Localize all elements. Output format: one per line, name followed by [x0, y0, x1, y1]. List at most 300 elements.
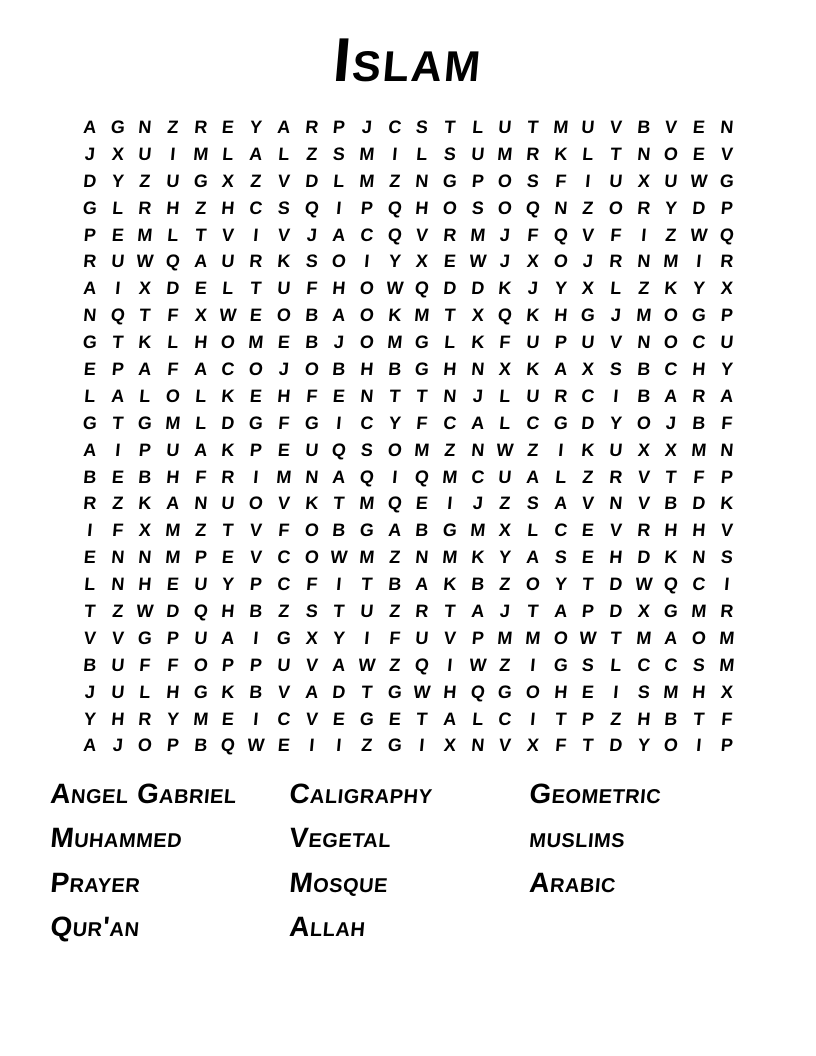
grid-letter: G	[386, 681, 403, 702]
grid-letter: Z	[609, 708, 623, 729]
grid-letter: V	[249, 547, 263, 568]
grid-letter: G	[663, 600, 680, 621]
grid-letter: Y	[82, 708, 97, 729]
grid-letter: H	[276, 385, 292, 406]
grid-letter: N	[110, 574, 125, 595]
word-list	[0, 779, 816, 979]
grid-letter: J	[305, 224, 318, 245]
grid-letter: Z	[581, 197, 595, 218]
grid-letter: Z	[249, 170, 263, 191]
grid-letter: P	[249, 654, 263, 675]
grid-letter: R	[193, 116, 209, 137]
grid-letter: I	[252, 224, 260, 245]
grid-letter: E	[581, 547, 596, 568]
grid-letter: Z	[388, 654, 401, 675]
grid-letter: M	[413, 439, 431, 460]
grid-letter: N	[608, 493, 624, 514]
grid-letter: D	[470, 278, 485, 299]
grid-letter: W	[357, 654, 377, 675]
grid-letter: E	[276, 439, 291, 460]
grid-letter: D	[442, 278, 458, 299]
grid-letter: T	[388, 385, 401, 406]
grid-letter: E	[249, 385, 263, 406]
grid-letter: K	[220, 681, 236, 702]
grid-letter: F	[720, 708, 734, 729]
grid-letter: M	[386, 332, 403, 353]
grid-letter: D	[220, 412, 236, 433]
grid-letter: S	[415, 116, 430, 137]
grid-letter: F	[277, 412, 291, 433]
grid-letter: L	[194, 385, 208, 406]
grid-letter: T	[443, 305, 457, 326]
grid-letter: U	[165, 170, 181, 191]
grid-letter: V	[249, 520, 263, 541]
grid-letter: L	[471, 116, 484, 137]
grid-letter: L	[194, 412, 208, 433]
grid-letter: I	[363, 627, 371, 648]
grid-letter: L	[166, 332, 180, 353]
grid-letter: J	[499, 600, 512, 621]
word-list-column	[527, 778, 663, 912]
grid-letter: X	[221, 170, 236, 191]
grid-letter: L	[609, 654, 623, 675]
grid-letter: Z	[166, 116, 180, 137]
grid-letter: P	[581, 600, 596, 621]
grid-letter: L	[554, 466, 567, 487]
grid-letter: U	[497, 466, 513, 487]
grid-letter: Q	[303, 197, 320, 218]
grid-letter: P	[166, 627, 180, 648]
grid-letter: V	[276, 224, 291, 245]
grid-letter: A	[220, 627, 236, 648]
grid-letter: K	[470, 332, 485, 353]
grid-letter: B	[414, 520, 430, 541]
grid-letter: M	[164, 547, 182, 568]
grid-letter: J	[499, 251, 512, 272]
grid-letter: F	[526, 224, 540, 245]
grid-letter: I	[557, 439, 564, 460]
grid-letter: B	[304, 332, 319, 353]
grid-letter: A	[553, 493, 568, 514]
grid-letter: T	[692, 708, 706, 729]
grid-letter: W	[634, 574, 654, 595]
grid-letter: Q	[109, 305, 126, 326]
grid-letter: C	[387, 116, 402, 137]
grid-letter: S	[636, 681, 651, 702]
grid-letter: G	[248, 412, 264, 433]
grid-letter: F	[498, 332, 512, 353]
grid-letter: R	[719, 600, 735, 621]
grid-letter: N	[470, 735, 485, 756]
grid-letter: R	[719, 251, 735, 272]
grid-letter: A	[719, 385, 735, 406]
grid-letter: A	[331, 466, 347, 487]
grid-letter: A	[414, 574, 430, 595]
grid-letter: R	[137, 708, 153, 729]
grid-letter: R	[553, 385, 568, 406]
grid-letter: P	[138, 439, 153, 460]
grid-letter: Q	[718, 224, 735, 245]
grid-letter: X	[525, 251, 540, 272]
grid-letter: Q	[524, 197, 541, 218]
grid-letter: F	[305, 385, 318, 406]
grid-letter: G	[441, 520, 458, 541]
grid-letter: L	[138, 385, 152, 406]
grid-letter: U	[165, 439, 181, 460]
grid-letter: C	[470, 466, 485, 487]
grid-letter: V	[636, 493, 651, 514]
grid-letter: S	[359, 439, 374, 460]
grid-letter: U	[580, 116, 596, 137]
grid-letter: X	[415, 251, 430, 272]
grid-letter: F	[554, 735, 567, 756]
grid-letter: B	[193, 735, 209, 756]
word-list-item: Geometric	[528, 778, 663, 809]
grid-letter: B	[137, 466, 153, 487]
grid-letter: E	[692, 116, 706, 137]
grid-letter: A	[304, 681, 319, 702]
grid-letter: T	[443, 116, 457, 137]
grid-letter: O	[303, 358, 320, 379]
grid-letter: O	[248, 493, 264, 514]
grid-letter: D	[691, 493, 707, 514]
grid-letter: Z	[498, 574, 512, 595]
grid-letter: U	[608, 439, 624, 460]
grid-letter: I	[252, 708, 260, 729]
grid-letter: V	[609, 332, 623, 353]
grid-letter: E	[82, 547, 97, 568]
grid-letter: S	[525, 170, 540, 191]
grid-letter: C	[553, 520, 568, 541]
grid-letter: E	[442, 251, 457, 272]
grid-letter: N	[636, 332, 652, 353]
grid-letter: Z	[138, 170, 152, 191]
grid-letter: O	[220, 332, 237, 353]
grid-letter: J	[526, 278, 539, 299]
grid-letter: K	[525, 305, 541, 326]
grid-letter: A	[553, 600, 568, 621]
grid-letter: Y	[636, 735, 651, 756]
grid-letter: G	[137, 627, 154, 648]
grid-letter: L	[498, 385, 512, 406]
grid-letter: T	[609, 627, 623, 648]
grid-letter: Z	[194, 520, 208, 541]
grid-letter: O	[441, 197, 458, 218]
grid-letter: G	[414, 358, 431, 379]
grid-letter: N	[193, 493, 209, 514]
grid-letter: N	[719, 439, 735, 460]
grid-letter: I	[695, 735, 703, 756]
grid-letter: I	[612, 681, 620, 702]
grid-letter: F	[166, 654, 180, 675]
grid-letter: P	[553, 332, 568, 353]
grid-letter: E	[332, 385, 346, 406]
grid-letter: P	[470, 627, 485, 648]
grid-letter: G	[358, 708, 375, 729]
grid-letter: L	[83, 574, 97, 595]
grid-letter: A	[82, 735, 98, 756]
grid-letter: M	[164, 520, 182, 541]
word-search-grid	[76, 114, 741, 759]
grid-letter: M	[192, 143, 210, 164]
grid-letter: D	[691, 197, 707, 218]
grid-letter: E	[581, 520, 596, 541]
word-list-item: Angel Gabriel	[49, 778, 239, 809]
grid-letter: E	[692, 143, 706, 164]
grid-letter: Y	[664, 197, 679, 218]
grid-letter: G	[691, 305, 707, 326]
grid-letter: F	[138, 654, 152, 675]
grid-letter: I	[446, 493, 454, 514]
grid-letter: L	[111, 197, 124, 218]
grid-letter: N	[470, 439, 485, 460]
grid-letter: Y	[332, 627, 346, 648]
grid-letter: F	[720, 412, 734, 433]
grid-letter: G	[358, 520, 375, 541]
grid-letter: E	[193, 278, 208, 299]
grid-letter: B	[248, 681, 264, 702]
grid-letter: A	[387, 520, 402, 541]
grid-letter: V	[719, 143, 734, 164]
grid-letter: P	[249, 439, 263, 460]
grid-letter: I	[640, 224, 648, 245]
grid-letter: T	[332, 493, 346, 514]
grid-letter: Z	[388, 547, 401, 568]
grid-letter: O	[192, 654, 209, 675]
grid-letter: B	[82, 654, 98, 675]
grid-letter: A	[193, 251, 209, 272]
grid-letter: I	[169, 143, 177, 164]
grid-letter: T	[526, 600, 540, 621]
grid-letter: J	[83, 143, 96, 164]
grid-letter: U	[414, 627, 430, 648]
grid-letter: A	[470, 600, 485, 621]
grid-letter: U	[276, 654, 292, 675]
grid-letter: I	[86, 520, 94, 541]
grid-letter: G	[414, 332, 431, 353]
grid-letter: S	[609, 358, 623, 379]
grid-letter: A	[82, 278, 98, 299]
grid-letter: U	[304, 439, 319, 460]
grid-letter: W	[385, 278, 404, 299]
grid-letter: M	[552, 116, 569, 137]
grid-letter: M	[524, 627, 542, 648]
grid-letter: T	[221, 520, 235, 541]
grid-letter: N	[137, 547, 153, 568]
grid-letter: F	[305, 278, 318, 299]
grid-letter: Z	[194, 197, 208, 218]
grid-letter: U	[580, 332, 596, 353]
grid-letter: C	[663, 358, 679, 379]
grid-letter: N	[719, 116, 735, 137]
grid-letter: U	[497, 116, 513, 137]
grid-letter: W	[578, 627, 598, 648]
grid-letter: A	[553, 358, 568, 379]
grid-letter: K	[663, 278, 679, 299]
grid-letter: B	[248, 600, 264, 621]
grid-letter: T	[332, 600, 346, 621]
grid-letter: C	[691, 574, 707, 595]
grid-letter: J	[83, 681, 96, 702]
grid-letter: T	[526, 116, 540, 137]
grid-letter: W	[468, 654, 487, 675]
grid-letter: O	[663, 332, 680, 353]
grid-letter: Z	[637, 278, 651, 299]
grid-letter: V	[221, 224, 236, 245]
grid-letter: N	[414, 547, 430, 568]
grid-letter: U	[137, 143, 153, 164]
grid-letter: R	[82, 251, 98, 272]
grid-letter: Z	[388, 170, 401, 191]
grid-letter: F	[388, 627, 401, 648]
grid-letter: Z	[111, 493, 124, 514]
grid-letter: X	[636, 600, 651, 621]
grid-letter: U	[608, 170, 624, 191]
grid-letter: T	[360, 574, 374, 595]
grid-letter: C	[636, 654, 652, 675]
grid-letter: T	[111, 332, 124, 353]
grid-letter: M	[247, 332, 265, 353]
grid-letter: A	[331, 224, 347, 245]
grid-letter: A	[525, 466, 541, 487]
grid-letter: U	[470, 143, 485, 164]
grid-letter: Z	[388, 600, 401, 621]
grid-letter: V	[581, 493, 596, 514]
grid-letter: A	[442, 708, 458, 729]
grid-letter: C	[276, 574, 292, 595]
grid-letter: X	[719, 681, 734, 702]
grid-letter: E	[82, 358, 97, 379]
grid-letter: W	[495, 439, 515, 460]
grid-letter: S	[581, 654, 596, 675]
grid-letter: M	[662, 681, 680, 702]
grid-letter: R	[220, 466, 236, 487]
grid-letter: O	[137, 735, 154, 756]
grid-letter: Z	[498, 654, 512, 675]
grid-letter: R	[525, 143, 541, 164]
grid-letter: X	[581, 358, 596, 379]
grid-letter: M	[358, 143, 376, 164]
grid-letter: P	[719, 735, 734, 756]
grid-letter: J	[582, 251, 595, 272]
grid-letter: I	[418, 735, 426, 756]
grid-letter: E	[221, 547, 236, 568]
grid-letter: Z	[581, 466, 595, 487]
grid-letter: W	[412, 681, 432, 702]
grid-letter: B	[636, 358, 652, 379]
grid-letter: Z	[498, 493, 512, 514]
grid-letter: N	[359, 385, 375, 406]
grid-letter: Q	[331, 439, 347, 460]
grid-letter: P	[719, 197, 734, 218]
grid-letter: O	[358, 278, 375, 299]
grid-letter: Z	[305, 143, 318, 164]
grid-letter: C	[691, 332, 707, 353]
grid-letter: E	[221, 708, 236, 729]
grid-letter: L	[221, 143, 235, 164]
grid-letter: M	[469, 224, 486, 245]
grid-letter: H	[442, 681, 458, 702]
grid-letter: J	[610, 305, 622, 326]
grid-letter: E	[332, 708, 346, 729]
grid-letter: D	[608, 735, 624, 756]
grid-letter: A	[248, 143, 264, 164]
grid-letter: H	[442, 358, 458, 379]
word-list-item: Arabic	[528, 866, 618, 898]
grid-letter: R	[82, 493, 98, 514]
grid-letter: Y	[719, 358, 734, 379]
grid-letter: C	[220, 358, 236, 379]
grid-letter: M	[164, 412, 182, 433]
grid-letter: R	[636, 197, 652, 218]
grid-letter: U	[110, 681, 125, 702]
grid-letter: I	[335, 735, 343, 756]
grid-letter: A	[193, 358, 209, 379]
grid-letter: M	[136, 224, 154, 245]
grid-letter: E	[581, 681, 596, 702]
word-list-item: Vegetal	[288, 822, 393, 854]
grid-letter: K	[276, 251, 292, 272]
grid-letter: H	[137, 574, 153, 595]
grid-letter: K	[137, 493, 153, 514]
grid-letter: E	[221, 116, 236, 137]
grid-letter: X	[138, 278, 153, 299]
grid-letter: A	[470, 412, 485, 433]
grid-letter: L	[471, 708, 484, 729]
grid-letter: O	[358, 332, 375, 353]
grid-letter: C	[276, 708, 292, 729]
grid-letter: O	[165, 385, 181, 406]
grid-letter: K	[497, 278, 513, 299]
grid-letter: R	[414, 600, 430, 621]
grid-letter: O	[608, 197, 624, 218]
grid-letter: V	[636, 466, 651, 487]
grid-letter: A	[331, 305, 347, 326]
grid-letter: A	[276, 116, 292, 137]
grid-letter: A	[331, 654, 347, 675]
grid-letter: E	[387, 708, 402, 729]
grid-letter: I	[114, 439, 121, 460]
grid-letter: S	[276, 197, 291, 218]
grid-letter: P	[719, 305, 734, 326]
grid-letter: Q	[469, 681, 486, 702]
grid-letter: G	[497, 681, 514, 702]
grid-letter: M	[469, 520, 486, 541]
grid-letter: O	[497, 197, 514, 218]
grid-letter: F	[194, 466, 208, 487]
grid-letter: P	[332, 116, 346, 137]
grid-letter: S	[553, 547, 568, 568]
grid-letter: J	[333, 332, 345, 353]
grid-letter: M	[441, 466, 459, 487]
grid-letter: R	[636, 520, 652, 541]
grid-letter: M	[496, 627, 514, 648]
grid-letter: X	[470, 305, 485, 326]
grid-letter: X	[193, 305, 208, 326]
grid-letter: I	[446, 654, 454, 675]
grid-letter: J	[277, 358, 290, 379]
grid-letter: N	[82, 305, 98, 326]
grid-letter: U	[719, 332, 735, 353]
grid-letter: V	[276, 170, 291, 191]
grid-letter: D	[636, 547, 652, 568]
grid-letter: Y	[110, 170, 125, 191]
grid-letter: C	[663, 654, 679, 675]
grid-letter: V	[442, 627, 457, 648]
grid-letter: K	[137, 332, 153, 353]
grid-letter: O	[552, 627, 569, 648]
grid-letter: Z	[277, 600, 291, 621]
